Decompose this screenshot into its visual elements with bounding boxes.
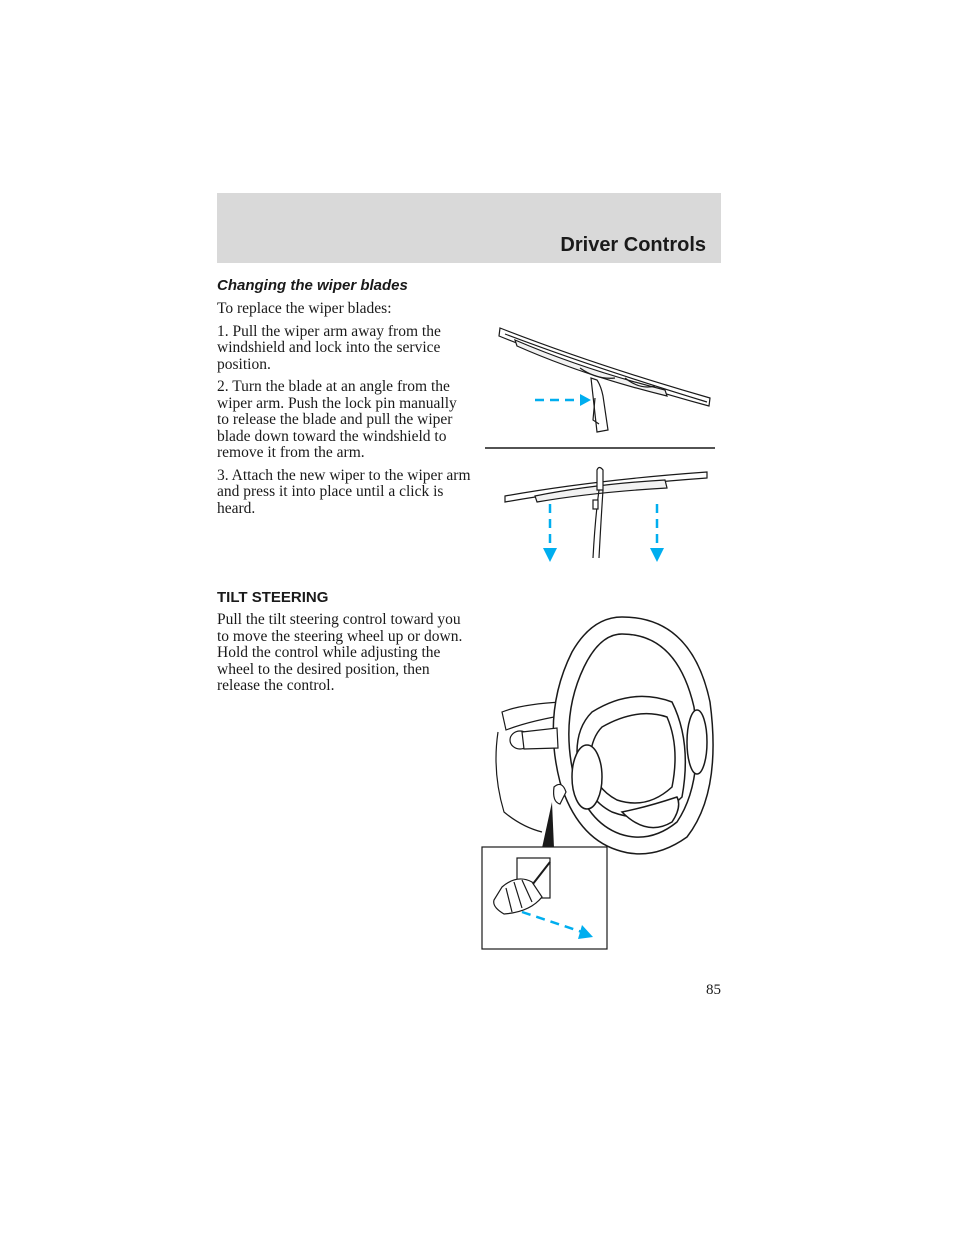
tilt-instructions xyxy=(217,612,472,701)
section-header-band xyxy=(217,193,721,263)
section-title: Driver Controls xyxy=(560,234,706,256)
wiper-blade-lowered xyxy=(505,468,707,559)
inset-pointer xyxy=(542,802,554,848)
tilt-lever xyxy=(554,784,566,804)
wiper-intro: To replace the wiper blades: xyxy=(217,300,392,317)
wiper-instructions xyxy=(217,301,472,523)
tilt-heading: TILT STEERING xyxy=(217,589,329,606)
arrow-push-icon xyxy=(535,394,591,406)
steering-wheel-illustration xyxy=(482,612,722,952)
turn-signal-stalk xyxy=(510,728,558,749)
wiper-step-1: 1. Pull the wiper arm away from the windshield and lock into the service position. xyxy=(217,322,441,373)
arrow-down-icon xyxy=(543,504,557,562)
tilt-body: Pull the tilt steering control toward you to move the steering wheel up or down. Hold the control while adjusting the wheel to the desired position, then release the control. xyxy=(217,611,463,694)
wiper-step-2: 2. Turn the blade at an angle from the wiper arm. Push the lock pin manually to release the blade and pull the wiper blade down toward the windshield to remove it from the arm. xyxy=(217,378,457,461)
page-number: 85 xyxy=(706,982,721,998)
steering-wheel xyxy=(553,617,713,854)
wiper-heading: Changing the wiper blades xyxy=(217,277,408,294)
wiper-step-3: 3. Attach the new wiper to the wiper arm and press it into place until a click is heard. xyxy=(217,466,471,517)
wiper-removal-illustration xyxy=(485,320,715,570)
arrow-down-icon xyxy=(650,504,664,562)
wiper-blade-angled xyxy=(499,328,710,432)
